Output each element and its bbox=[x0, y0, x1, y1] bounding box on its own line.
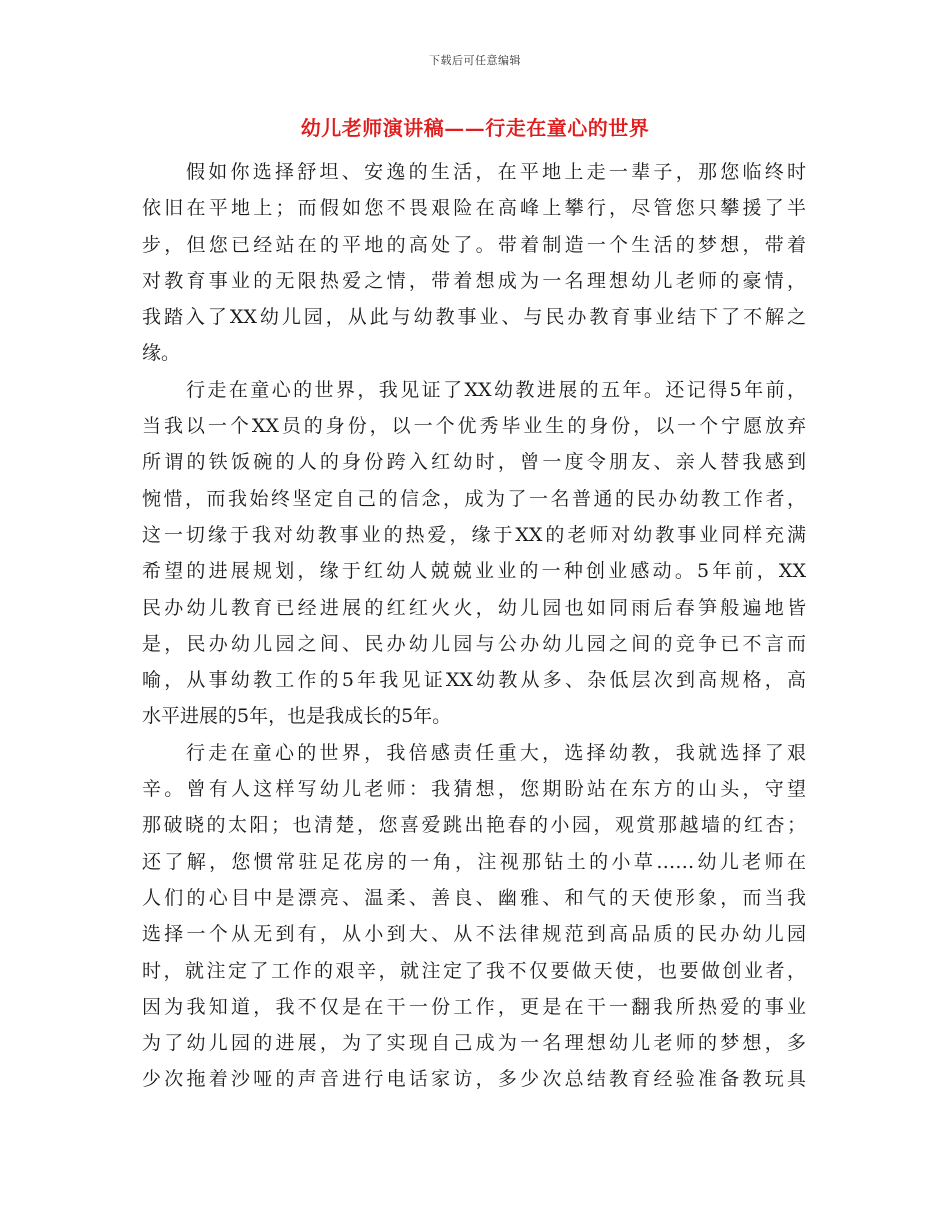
text-line: 惋惜，而我始终坚定自己的信念，成为了一名普通的民办幼教工作者， bbox=[142, 487, 806, 510]
text-line: 步，但您已经站在的平地的高处了。带着制造一个生活的梦想，带着 bbox=[142, 233, 806, 256]
text-line: 选择一个从无到有，从小到大、从不法律规范到高品质的民办幼儿园 bbox=[142, 923, 806, 946]
text-line: 人们的心目中是漂亮、温柔、善良、幽雅、和气的天使形象，而当我 bbox=[142, 886, 806, 909]
text-line: 当我以一个XX员的身份，以一个优秀毕业生的身份，以一个宁愿放弃 bbox=[142, 415, 806, 438]
text-line: 缘。 bbox=[142, 342, 181, 365]
text-line: 假如你选择舒坦、安逸的生活，在平地上走一辈子，那您临终时 bbox=[186, 161, 806, 183]
paragraph bbox=[142, 154, 806, 372]
text-line: 因为我知道，我不仅是在干一份工作，更是在干一翻我所热爱的事业 bbox=[142, 995, 806, 1018]
text-line: 这一切缘于我对幼教事业的热爱，缘于XX的老师对幼教事业同样充满 bbox=[142, 523, 806, 546]
text-line: 希望的进展规划，缘于红幼人兢兢业业的一种创业感动。5年前，XX bbox=[142, 560, 806, 583]
paragraph bbox=[142, 372, 806, 735]
document-title: 幼儿老师演讲稿——行走在童心的世界 bbox=[300, 116, 650, 140]
text-line: 行走在童心的世界，我见证了XX幼教进展的五年。还记得5年前， bbox=[186, 378, 806, 401]
text-line: 对教育事业的无限热爱之情，带着想成为一名理想幼儿老师的豪情， bbox=[142, 269, 806, 292]
text-line: 少次拖着沙哑的声音进行电话家访，多少次总结教育经验准备教玩具 bbox=[142, 1068, 806, 1091]
text-line: 那破晓的太阳；也清楚，您喜爱跳出艳春的小园，观赏那越墙的红杏； bbox=[142, 814, 806, 837]
text-line: 喻，从事幼教工作的5年我见证XX幼教从多、杂低层次到高规格，高 bbox=[142, 669, 806, 692]
paragraph bbox=[142, 735, 806, 1098]
document-body bbox=[142, 154, 806, 1098]
text-line: 时，就注定了工作的艰辛，就注定了我不仅要做天使，也要做创业者， bbox=[142, 959, 806, 982]
text-line: 依旧在平地上；而假如您不畏艰险在高峰上攀行，尽管您只攀援了半 bbox=[142, 197, 806, 220]
page-header-note: 下载后可任意编辑 bbox=[429, 54, 521, 67]
text-line: 水平进展的5年，也是我成长的5年。 bbox=[142, 705, 452, 728]
text-line: 行走在童心的世界，我倍感责任重大，选择幼教，我就选择了艰 bbox=[186, 741, 806, 764]
text-line: 我踏入了XX幼儿园，从此与幼教事业、与民办教育事业结下了不解之 bbox=[142, 306, 806, 329]
text-line: 还了解，您惯常驻足花房的一角，注视那钻土的小草……幼儿老师在 bbox=[142, 850, 806, 873]
text-line: 是，民办幼儿园之间、民办幼儿园与公办幼儿园之间的竞争已不言而 bbox=[142, 632, 806, 655]
text-line: 为了幼儿园的进展，为了实现自己成为一名理想幼儿老师的梦想，多 bbox=[142, 1032, 806, 1055]
text-line: 所谓的铁饭碗的人的身份跨入红幼时，曾一度令朋友、亲人替我感到 bbox=[142, 451, 806, 474]
text-line: 民办幼儿教育已经进展的红红火火，幼儿园也如同雨后春笋般遍地皆 bbox=[142, 596, 806, 619]
text-line: 辛。曾有人这样写幼儿老师：我猜想，您期盼站在东方的山头，守望 bbox=[142, 778, 806, 801]
